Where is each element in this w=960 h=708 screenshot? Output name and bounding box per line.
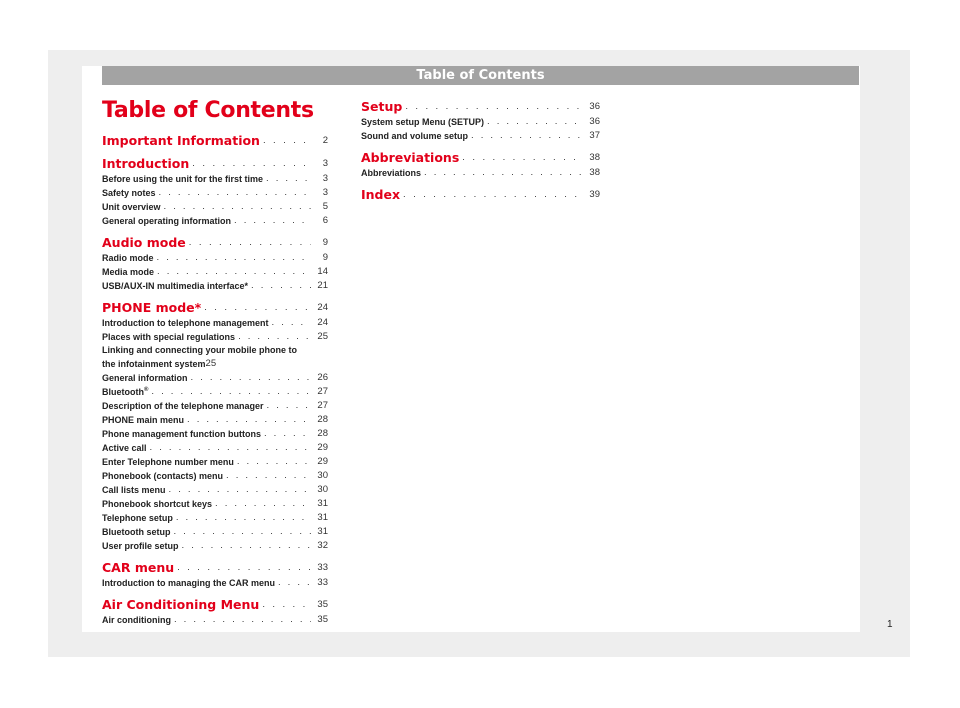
page-ref: 28 xyxy=(317,428,328,439)
toc-chapter-important-information[interactable]: Important Information . . . 2 xyxy=(102,133,328,149)
page-ref: 24 xyxy=(317,317,328,328)
page-ref: 3 xyxy=(322,173,328,184)
page-ref: 14 xyxy=(317,266,328,277)
toc-entry[interactable]: Bluetooth® . . . 27 xyxy=(102,385,328,399)
page-ref: 32 xyxy=(317,540,328,551)
page-ref: 26 xyxy=(317,372,328,383)
toc-entry[interactable]: Phonebook shortcut keys . . . 31 xyxy=(102,497,328,511)
toc-entry[interactable]: Introduction to managing the CAR menu . . . 33 xyxy=(102,576,328,590)
page-ref: 31 xyxy=(317,526,328,537)
toc-entry[interactable]: Safety notes . . . 3 xyxy=(102,186,328,200)
page-ref: 36 xyxy=(589,101,600,112)
page-number: 1 xyxy=(887,619,893,630)
page-title: Table of Contents xyxy=(102,98,314,123)
toc-entry[interactable]: Air conditioning . . . 35 xyxy=(102,613,328,627)
header-bar-title: Table of Contents xyxy=(416,68,545,83)
toc-entry[interactable]: Active call . . . 29 xyxy=(102,441,328,455)
page-ref: 33 xyxy=(317,562,328,573)
page-ref: 37 xyxy=(589,130,600,141)
toc-entry[interactable]: Introduction to telephone management . . . 24 xyxy=(102,316,328,330)
toc-entry[interactable]: System setup Menu (SETUP) . . . 36 xyxy=(361,115,600,129)
toc-entry[interactable]: Media mode . . . 14 xyxy=(102,265,328,279)
toc-entry[interactable]: Before using the unit for the first time . . . 3 xyxy=(102,172,328,186)
header-bar xyxy=(102,66,859,85)
page-ref: 3 xyxy=(322,158,328,169)
page-ref: 38 xyxy=(589,167,600,178)
toc-chapter-index[interactable]: Index . . . 39 xyxy=(361,187,600,203)
page-ref: 31 xyxy=(317,512,328,523)
toc-entry[interactable]: General information . . . 26 xyxy=(102,371,328,385)
toc-chapter-setup[interactable]: Setup . . . 36 xyxy=(361,99,600,115)
page-ref: 25 xyxy=(317,331,328,342)
toc-entry[interactable]: Telephone setup . . . 31 xyxy=(102,511,328,525)
page-ref: 27 xyxy=(317,386,328,397)
toc-entry[interactable]: Enter Telephone number menu . . . 29 xyxy=(102,455,328,469)
toc-entry[interactable]: Description of the telephone manager . . . 27 xyxy=(102,399,328,413)
toc-entry[interactable]: Linking and connecting your mobile phone to the infotainment system 25 xyxy=(102,345,297,369)
page-ref: 30 xyxy=(317,470,328,481)
page-ref: 25 xyxy=(205,358,217,369)
toc-chapter-air-conditioning-menu[interactable]: Air Conditioning Menu . . . 35 xyxy=(102,597,328,613)
toc-entry[interactable]: Phonebook (contacts) menu . . . 30 xyxy=(102,469,328,483)
page-ref: 27 xyxy=(317,400,328,411)
toc-entry[interactable]: USB/AUX-IN multimedia interface* . . . 21 xyxy=(102,279,328,293)
registered-mark: ® xyxy=(144,387,149,393)
toc-entry[interactable]: Radio mode . . . 9 xyxy=(102,251,328,265)
page-ref: 35 xyxy=(317,614,328,625)
toc-right-column xyxy=(361,99,600,203)
toc-left-column xyxy=(102,133,328,627)
page-ref: 33 xyxy=(317,577,328,588)
page-ref: 31 xyxy=(317,498,328,509)
page-ref: 6 xyxy=(322,215,328,226)
page-ref: 29 xyxy=(317,442,328,453)
page-ref: 36 xyxy=(589,116,600,127)
toc-chapter-audio-mode[interactable]: Audio mode . . . 9 xyxy=(102,235,328,251)
toc-entry[interactable]: Abbreviations . . . 38 xyxy=(361,166,600,180)
page-ref: 9 xyxy=(322,237,328,248)
page-ref: 29 xyxy=(317,456,328,467)
toc-entry[interactable]: PHONE main menu . . . 28 xyxy=(102,413,328,427)
toc-chapter-introduction[interactable]: Introduction . . . 3 xyxy=(102,156,328,172)
page-ref: 24 xyxy=(317,302,328,313)
page-ref: 30 xyxy=(317,484,328,495)
page-ref: 3 xyxy=(322,187,328,198)
page-ref: 28 xyxy=(317,414,328,425)
page-ref: 35 xyxy=(317,599,328,610)
page-ref: 21 xyxy=(317,280,328,291)
toc-entry[interactable]: General operating information . . . 6 xyxy=(102,214,328,228)
toc-chapter-car-menu[interactable]: CAR menu . . . 33 xyxy=(102,560,328,576)
toc-entry[interactable]: Phone management function buttons . . . 28 xyxy=(102,427,328,441)
toc-entry[interactable]: Bluetooth setup . . . 31 xyxy=(102,525,328,539)
toc-chapter-abbreviations[interactable]: Abbreviations . . . 38 xyxy=(361,150,600,166)
toc-chapter-phone-mode[interactable]: PHONE mode* . . . 24 xyxy=(102,300,328,316)
page-ref: 39 xyxy=(589,189,600,200)
toc-entry[interactable]: Sound and volume setup . . . 37 xyxy=(361,129,600,143)
page-ref: 2 xyxy=(322,135,328,146)
toc-entry[interactable]: Call lists menu . . . 30 xyxy=(102,483,328,497)
toc-entry[interactable]: User profile setup . . . 32 xyxy=(102,539,328,553)
page-ref: 5 xyxy=(322,201,328,212)
toc-entry[interactable]: Places with special regulations . . . 25 xyxy=(102,330,328,344)
toc-entry[interactable]: Unit overview . . . 5 xyxy=(102,200,328,214)
page-ref: 9 xyxy=(322,252,328,263)
page-ref: 38 xyxy=(589,152,600,163)
